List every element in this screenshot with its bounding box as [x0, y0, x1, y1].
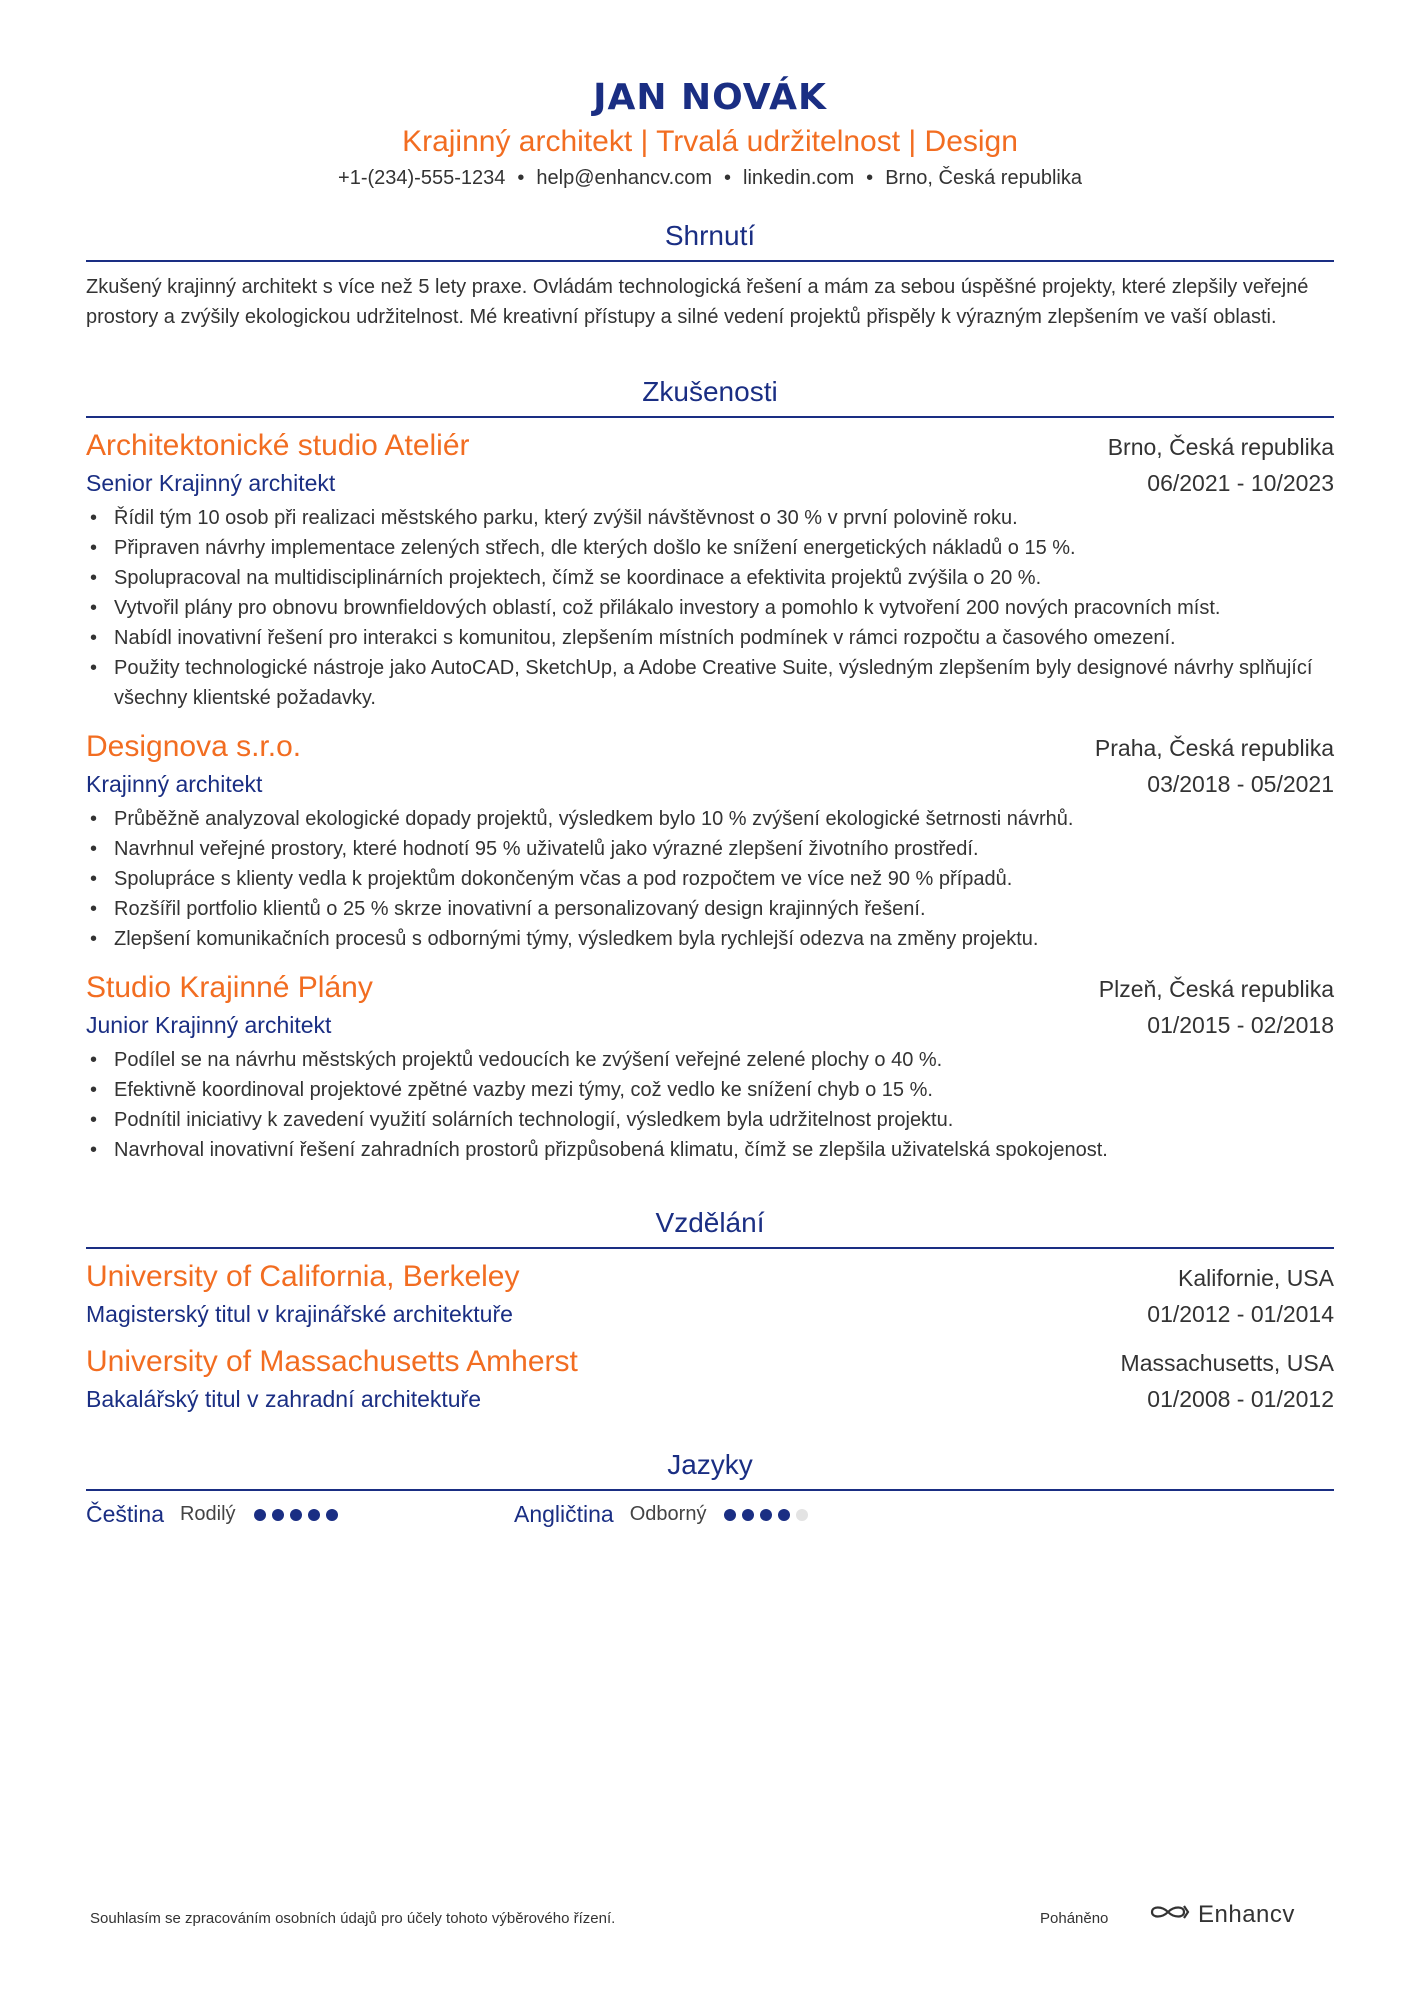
section-title-experience: Zkušenosti — [642, 376, 778, 407]
school-location: Massachusetts, USA — [1120, 1350, 1334, 1376]
job-entry — [86, 727, 1334, 954]
bullet-item: • Podílel se na návrhu městských projektů vedoucích ke zvýšení veřejné zelené plochy o 40 %. — [114, 1045, 1334, 1075]
rating-dot-filled — [290, 1509, 302, 1521]
contact-line — [86, 164, 1334, 192]
job-location: Brno, Česká republika — [1107, 434, 1334, 460]
resume-page — [86, 0, 1334, 1528]
bullet-item: • Vytvořil plány pro obnovu brownfieldových oblastí, což přilákalo investory a pomohlo k vytvoření 200 nových pracovních míst. — [114, 593, 1334, 623]
rating-dot-filled — [742, 1509, 754, 1521]
job-location: Plzeň, Česká republika — [1098, 976, 1334, 1002]
job-dates: 01/2015 - 02/2018 — [1147, 1012, 1334, 1038]
education-section — [86, 1203, 1334, 1415]
education-dates: 01/2008 - 01/2012 — [1147, 1386, 1334, 1412]
job-entry — [86, 426, 1334, 713]
job-role: Junior Krajinný architekt — [86, 1012, 332, 1038]
separator-dot: • — [723, 167, 731, 189]
language-level: Rodilý — [179, 1503, 236, 1525]
job-company: Designova s.r.o. — [86, 730, 302, 763]
language-item — [86, 1501, 514, 1528]
language-name: Čeština — [86, 1501, 164, 1527]
bullet-item: • Spolupráce s klienty vedla k projektům dokončeným včas a pod rozpočtem ve více než 90 % případů. — [114, 864, 1334, 894]
bullet-item: • Rozšířil portfolio klientů o 25 % skrze inovativní a personalizovaný design krajinných řešení. — [114, 894, 1334, 924]
section-title-education: Vzdělání — [655, 1207, 765, 1238]
candidate-title: Krajinný architekt | Trvalá udržitelnost | Design — [402, 125, 1018, 158]
rating-dot-filled — [272, 1509, 284, 1521]
bullet-item: • Nabídl inovativní řešení pro interakci s komunitou, zlepšením místních podmínek v rámci rozpočtu a časového omezení. — [114, 623, 1334, 653]
job-role: Senior Krajinný architekt — [86, 470, 336, 496]
degree: Bakalářský titul v zahradní architektuře — [86, 1386, 482, 1412]
bullet-item: • Navrhnul veřejné prostory, které hodnotí 95 % uživatelů jako výrazné zlepšení životního prostředí. — [114, 834, 1334, 864]
experience-section — [86, 372, 1334, 1165]
bullet-item: • Použity technologické nástroje jako AutoCAD, SketchUp, a Adobe Creative Suite, výsledným zlepšením byly designové návrhy splňující všechny klientské požadavky. — [114, 653, 1334, 713]
rating-dot-filled — [724, 1509, 736, 1521]
job-company: Architektonické studio Ateliér — [86, 429, 470, 462]
rating-dot-filled — [760, 1509, 772, 1521]
language-level: Odborný — [629, 1503, 707, 1525]
phone: +1-(234)-555-1234 — [338, 167, 506, 189]
header — [86, 0, 1334, 192]
section-divider — [86, 1489, 1334, 1491]
job-location: Praha, Česká republika — [1094, 735, 1334, 761]
summary-text: Zkušený krajinný architekt s více než 5 lety praxe. Ovládám technologická řešení a mám za sebou úspěšné projekty, které zlepšily veřejné prostory a zvýšily ekologickou udržitelnost. Mé kreativní přístupy a silné vedení projektů přispěly k výrazným zlepšením ve vaší oblasti. — [86, 276, 1309, 328]
section-title-summary: Shrnutí — [664, 220, 756, 251]
bullet-item: • Spolupracoval na multidisciplinárních projektech, čímž se koordinace a efektivita projektů zvýšila o 20 %. — [114, 563, 1334, 593]
separator-dot: • — [866, 167, 874, 189]
job-bullets — [86, 804, 1334, 954]
section-divider — [86, 260, 1334, 262]
enhancv-logo-icon — [1148, 1900, 1192, 1929]
footer — [90, 1900, 1320, 1940]
language-item — [514, 1501, 942, 1528]
contact-location: Brno, Česká republika — [885, 167, 1082, 189]
powered-by-label: Poháněno — [1040, 1910, 1109, 1927]
language-name: Angličtina — [514, 1501, 614, 1527]
job-entry — [86, 968, 1334, 1165]
email[interactable]: help@enhancv.com — [536, 167, 712, 189]
school-name: University of California, Berkeley — [86, 1260, 520, 1293]
enhancv-logo[interactable] — [1148, 1900, 1295, 1929]
education-entry — [86, 1342, 1334, 1415]
languages-list — [86, 1501, 1334, 1528]
enhancv-logo-text: Enhancv — [1198, 1900, 1295, 1928]
school-location: Kalifornie, USA — [1178, 1265, 1334, 1291]
job-dates: 03/2018 - 05/2021 — [1147, 771, 1334, 797]
rating-dot-filled — [308, 1509, 320, 1521]
job-company: Studio Krajinné Plány — [86, 971, 373, 1004]
bullet-item: • Řídil tým 10 osob při realizaci městského parku, který zvýšil návštěvnost o 30 % v první polovině roku. — [114, 503, 1334, 533]
section-title-languages: Jazyky — [667, 1449, 753, 1480]
language-rating — [724, 1509, 814, 1521]
education-dates: 01/2012 - 01/2014 — [1147, 1301, 1334, 1327]
consent-text: Souhlasím se zpracováním osobních údajů pro účely tohoto výběrového řízení. — [90, 1910, 616, 1927]
languages-section — [86, 1445, 1334, 1528]
bullet-item: • Zlepšení komunikačních procesů s odbornými týmy, výsledkem byla rychlejší odezva na změny projektu. — [114, 924, 1334, 954]
candidate-name: JAN NOVÁK — [593, 77, 827, 118]
linkedin[interactable]: linkedin.com — [743, 167, 855, 189]
school-name: University of Massachusetts Amherst — [86, 1345, 578, 1378]
job-bullets — [86, 503, 1334, 713]
bullet-item: • Připraven návrhy implementace zelených střech, dle kterých došlo ke snížení energetických nákladů o 15 %. — [114, 533, 1334, 563]
section-divider — [86, 416, 1334, 418]
rating-dot-filled — [778, 1509, 790, 1521]
language-rating — [254, 1509, 344, 1521]
job-role: Krajinný architekt — [86, 771, 263, 797]
degree: Magisterský titul v krajinářské architektuře — [86, 1301, 513, 1327]
bullet-item: • Efektivně koordinoval projektové zpětné vazby mezi týmy, což vedlo ke snížení chyb o 15 %. — [114, 1075, 1334, 1105]
job-bullets — [86, 1045, 1334, 1165]
bullet-item: • Podnítil iniciativy k zavedení využití solárních technologií, výsledkem byla udržitelnost projektu. — [114, 1105, 1334, 1135]
section-divider — [86, 1247, 1334, 1249]
job-dates: 06/2021 - 10/2023 — [1147, 470, 1334, 496]
rating-dot-filled — [326, 1509, 338, 1521]
rating-dot-empty — [796, 1509, 808, 1521]
bullet-item: • Průběžně analyzoval ekologické dopady projektů, výsledkem bylo 10 % zvýšení ekologické šetrnosti návrhů. — [114, 804, 1334, 834]
bullet-item: • Navrhoval inovativní řešení zahradních prostorů přizpůsobená klimatu, čímž se zlepšila uživatelská spokojenost. — [114, 1135, 1334, 1165]
summary-section — [86, 216, 1334, 332]
education-entry — [86, 1257, 1334, 1330]
rating-dot-filled — [254, 1509, 266, 1521]
separator-dot: • — [517, 167, 525, 189]
